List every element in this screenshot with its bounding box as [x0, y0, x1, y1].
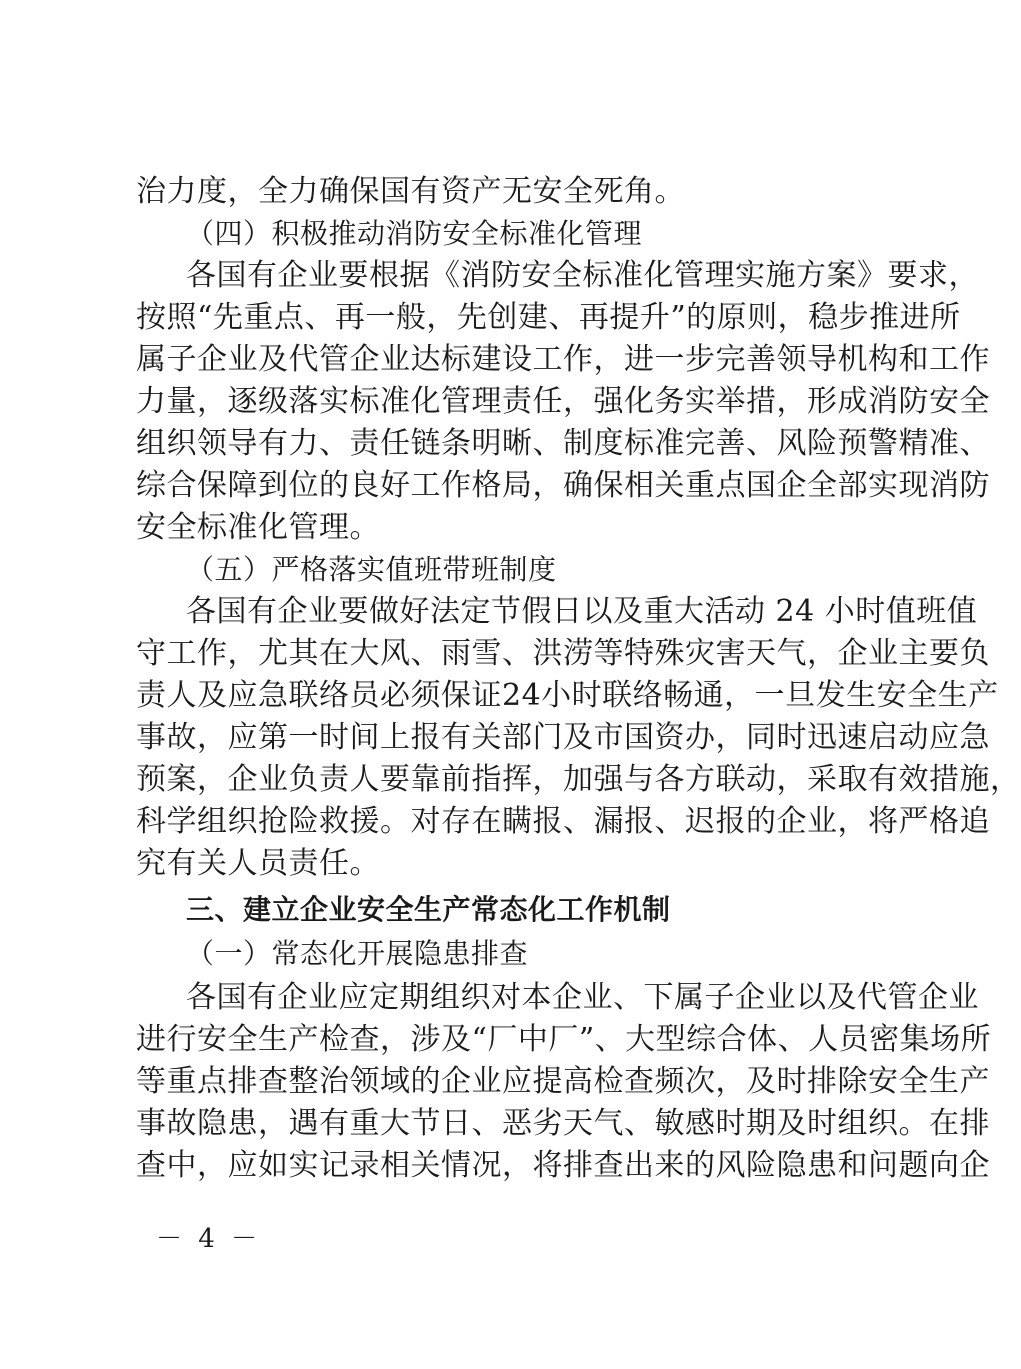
paragraph-line: 科学组织抢险救援。对存在瞒报、漏报、迟报的企业，将严格追 — [136, 804, 990, 839]
paragraph-line: 力量，逐级落实标准化管理责任，强化务实举措，形成消防安全 — [136, 384, 990, 419]
paragraph-line: 责人及应急联络员必须保证24小时联络畅通，一旦发生安全生产 — [136, 678, 999, 713]
paragraph-line: 事故隐患，遇有重大节日、恶劣天气、敏感时期及时组织。在排 — [136, 1106, 990, 1141]
section-heading-4: （四）积极推动消防安全标准化管理 — [186, 217, 643, 250]
page-number: － 4 － — [156, 1224, 262, 1254]
paragraph-line: 综合保障到位的良好工作格局，确保相关重点国企全部实现消防 — [136, 468, 990, 503]
paragraph-line: 查中，应如实记录相关情况，将排查出来的风险隐患和问题向企 — [136, 1148, 990, 1183]
paragraph-line: 守工作，尤其在大风、雨雪、洪涝等特殊灾害天气，企业主要负 — [136, 636, 990, 671]
paragraph-continuation: 治力度，全力确保国有资产无安全死角。 — [136, 174, 685, 209]
chapter-heading-3: 三、建立企业安全生产常态化工作机制 — [186, 893, 671, 926]
paragraph-line: 等重点排查整治领域的企业应提高检查频次，及时排除安全生产 — [136, 1064, 990, 1099]
section-heading-1: （一）常态化开展隐患排查 — [186, 937, 529, 970]
paragraph-line: 属子企业及代管企业达标建设工作，进一步完善领导机构和工作 — [136, 342, 990, 377]
paragraph-line: 各国有企业应定期组织对本企业、下属子企业以及代管企业 — [186, 980, 979, 1015]
paragraph-line: 进行安全生产检查，涉及“厂中厂”、大型综合体、人员密集场所 — [136, 1022, 992, 1057]
paragraph-line: 安全标准化管理。 — [136, 510, 380, 545]
paragraph-line: 究有关人员责任。 — [136, 846, 380, 881]
paragraph-line: 各国有企业要根据《消防安全标准化管理实施方案》要求， — [186, 258, 979, 293]
paragraph-line: 各国有企业要做好法定节假日以及重大活动 24 小时值班值 — [186, 594, 978, 629]
paragraph-line: 按照“先重点、再一般，先创建、再提升”的原则，稳步推进所 — [136, 300, 961, 335]
paragraph-line: 预案，企业负责人要靠前指挥，加强与各方联动，采取有效措施， — [136, 762, 1021, 797]
paragraph-line: 事故，应第一时间上报有关部门及市国资办，同时迅速启动应急 — [136, 720, 990, 755]
paragraph-line: 组织领导有力、责任链条明晰、制度标准完善、风险预警精准、 — [136, 426, 990, 461]
section-heading-5: （五）严格落实值班带班制度 — [186, 553, 557, 586]
